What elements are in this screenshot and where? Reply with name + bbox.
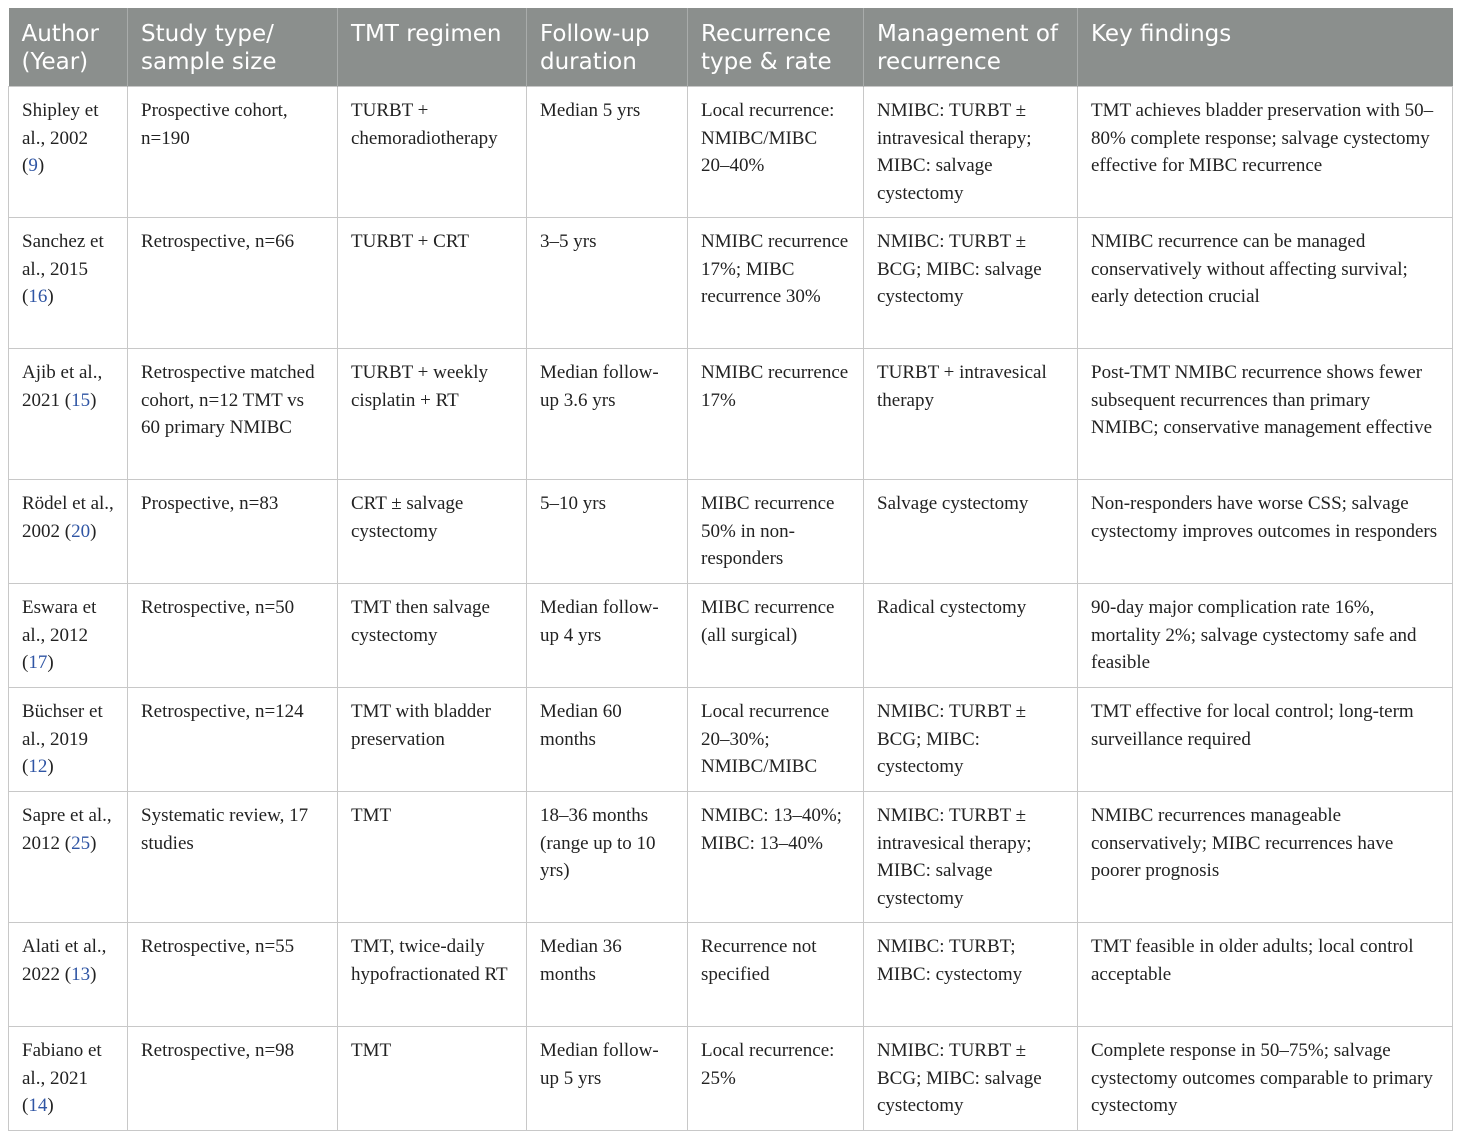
column-header-study-type: Study type/ sample size: [128, 8, 338, 87]
follow-up-cell: Median follow-up 5 yrs: [527, 1027, 688, 1131]
table-row: [9, 1027, 1453, 1131]
reference-link[interactable]: 9: [28, 155, 38, 177]
management-cell: NMIBC: TURBT ± BCG; MIBC: cystectomy: [864, 688, 1078, 792]
author-close: ): [90, 832, 97, 854]
author-close: ): [90, 963, 97, 985]
author-cell: [9, 349, 128, 480]
author-close: ): [90, 389, 97, 411]
follow-up-cell: Median 36 months: [527, 923, 688, 1027]
author-text: Sapre et al., 2012 (: [22, 805, 112, 854]
reference-link[interactable]: 16: [28, 286, 48, 308]
author-close: ): [90, 520, 97, 542]
author-cell: [9, 87, 128, 218]
management-cell: NMIBC: TURBT ± intravesical therapy; MIBC: salvage cystectomy: [864, 87, 1078, 218]
management-cell: NMIBC: TURBT ± BCG; MIBC: salvage cystectomy: [864, 218, 1078, 349]
author-cell: [9, 923, 128, 1027]
reference-link[interactable]: 17: [28, 652, 48, 674]
author-text: Ajib et al., 2021 (: [22, 362, 103, 411]
follow-up-cell: Median 5 yrs: [527, 87, 688, 218]
recurrence-cell: Local recurrence 20–30%; NMIBC/MIBC: [688, 688, 864, 792]
reference-link[interactable]: 25: [71, 832, 91, 854]
management-cell: Radical cystectomy: [864, 584, 1078, 688]
study-type-cell: Retrospective, n=98: [128, 1027, 338, 1131]
study-type-cell: Prospective cohort, n=190: [128, 87, 338, 218]
column-header-follow-up: Follow-up duration: [527, 8, 688, 87]
author-cell: [9, 1027, 128, 1131]
author-text: Sanchez et al., 2015 (: [22, 231, 104, 308]
recurrence-cell: Local recurrence: 25%: [688, 1027, 864, 1131]
author-text: Eswara et al., 2012 (: [22, 597, 97, 674]
follow-up-cell: 18–36 months (range up to 10 yrs): [527, 792, 688, 923]
author-text: Alati et al., 2022 (: [22, 936, 107, 985]
reference-link[interactable]: 12: [28, 756, 48, 778]
regimen-cell: TMT: [338, 792, 527, 923]
study-type-cell: Retrospective, n=66: [128, 218, 338, 349]
author-close: ): [47, 1095, 54, 1117]
regimen-cell: TMT with bladder preservation: [338, 688, 527, 792]
regimen-cell: TMT: [338, 1027, 527, 1131]
findings-cell: NMIBC recurrence can be managed conservatively without affecting survival; early detection crucial: [1078, 218, 1453, 349]
column-header-author: Author (Year): [9, 8, 128, 87]
table-container: [8, 8, 1452, 1131]
follow-up-cell: 3–5 yrs: [527, 218, 688, 349]
reference-link[interactable]: 14: [28, 1095, 48, 1117]
reference-link[interactable]: 20: [71, 520, 91, 542]
author-cell: [9, 584, 128, 688]
recurrence-cell: NMIBC recurrence 17%; MIBC recurrence 30%: [688, 218, 864, 349]
findings-cell: NMIBC recurrences manageable conservatively; MIBC recurrences have poorer prognosis: [1078, 792, 1453, 923]
table-row: [9, 87, 1453, 218]
author-cell: [9, 218, 128, 349]
follow-up-cell: Median follow-up 3.6 yrs: [527, 349, 688, 480]
author-text: Rödel et al., 2002 (: [22, 493, 114, 542]
follow-up-cell: Median follow-up 4 yrs: [527, 584, 688, 688]
table-row: [9, 584, 1453, 688]
table-row: [9, 480, 1453, 584]
table-row: [9, 349, 1453, 480]
author-close: ): [47, 756, 54, 778]
table-row: [9, 218, 1453, 349]
author-cell: [9, 480, 128, 584]
author-close: ): [47, 286, 54, 308]
table-row: [9, 792, 1453, 923]
management-cell: NMIBC: TURBT ± intravesical therapy; MIBC: salvage cystectomy: [864, 792, 1078, 923]
findings-cell: TMT achieves bladder preservation with 50–80% complete response; salvage cystectomy effective for MIBC recurrence: [1078, 87, 1453, 218]
regimen-cell: TURBT + chemoradiotherapy: [338, 87, 527, 218]
column-header-tmt-regimen: TMT regimen: [338, 8, 527, 87]
recurrence-cell: NMIBC: 13–40%; MIBC: 13–40%: [688, 792, 864, 923]
study-type-cell: Retrospective, n=124: [128, 688, 338, 792]
study-type-cell: Retrospective, n=50: [128, 584, 338, 688]
table-row: [9, 923, 1453, 1027]
study-type-cell: Prospective, n=83: [128, 480, 338, 584]
author-text: Fabiano et al., 2021 (: [22, 1040, 102, 1117]
regimen-cell: TMT then salvage cystectomy: [338, 584, 527, 688]
follow-up-cell: 5–10 yrs: [527, 480, 688, 584]
study-type-cell: Retrospective, n=55: [128, 923, 338, 1027]
regimen-cell: CRT ± salvage cystectomy: [338, 480, 527, 584]
management-cell: NMIBC: TURBT ± BCG; MIBC: salvage cystectomy: [864, 1027, 1078, 1131]
regimen-cell: TURBT + CRT: [338, 218, 527, 349]
author-close: ): [37, 155, 45, 177]
regimen-cell: TURBT + weekly cisplatin + RT: [338, 349, 527, 480]
column-header-management: Management of recurrence: [864, 8, 1078, 87]
header-row: [9, 8, 1453, 87]
table-row: [9, 688, 1453, 792]
findings-cell: 90-day major complication rate 16%, mortality 2%; salvage cystectomy safe and feasible: [1078, 584, 1453, 688]
follow-up-cell: Median 60 months: [527, 688, 688, 792]
findings-cell: TMT effective for local control; long-term surveillance required: [1078, 688, 1453, 792]
author-cell: [9, 792, 128, 923]
reference-link[interactable]: 15: [71, 389, 91, 411]
column-header-recurrence: Recurrence type & rate: [688, 8, 864, 87]
management-cell: NMIBC: TURBT; MIBC: cystectomy: [864, 923, 1078, 1027]
findings-cell: TMT feasible in older adults; local control acceptable: [1078, 923, 1453, 1027]
author-text: Shipley et al., 2002 (: [22, 100, 99, 177]
reference-link[interactable]: 13: [71, 963, 91, 985]
management-cell: TURBT + intravesical therapy: [864, 349, 1078, 480]
column-header-key-findings: Key findings: [1078, 8, 1453, 87]
recurrence-cell: MIBC recurrence (all surgical): [688, 584, 864, 688]
author-cell: [9, 688, 128, 792]
findings-cell: Non-responders have worse CSS; salvage cystectomy improves outcomes in responders: [1078, 480, 1453, 584]
recurrence-cell: NMIBC recurrence 17%: [688, 349, 864, 480]
recurrence-cell: Local recurrence: NMIBC/MIBC 20–40%: [688, 87, 864, 218]
study-type-cell: Retrospective matched cohort, n=12 TMT vs 60 primary NMIBC: [128, 349, 338, 480]
recurrence-table: [8, 8, 1453, 1131]
recurrence-cell: MIBC recurrence 50% in non-responders: [688, 480, 864, 584]
findings-cell: Complete response in 50–75%; salvage cystectomy outcomes comparable to primary cystectomy: [1078, 1027, 1453, 1131]
management-cell: Salvage cystectomy: [864, 480, 1078, 584]
findings-cell: Post-TMT NMIBC recurrence shows fewer subsequent recurrences than primary NMIBC; conservative management effective: [1078, 349, 1453, 480]
study-type-cell: Systematic review, 17 studies: [128, 792, 338, 923]
regimen-cell: TMT, twice-daily hypofractionated RT: [338, 923, 527, 1027]
author-close: ): [47, 652, 54, 674]
recurrence-cell: Recurrence not specified: [688, 923, 864, 1027]
author-text: Büchser et al., 2019 (: [22, 701, 103, 778]
